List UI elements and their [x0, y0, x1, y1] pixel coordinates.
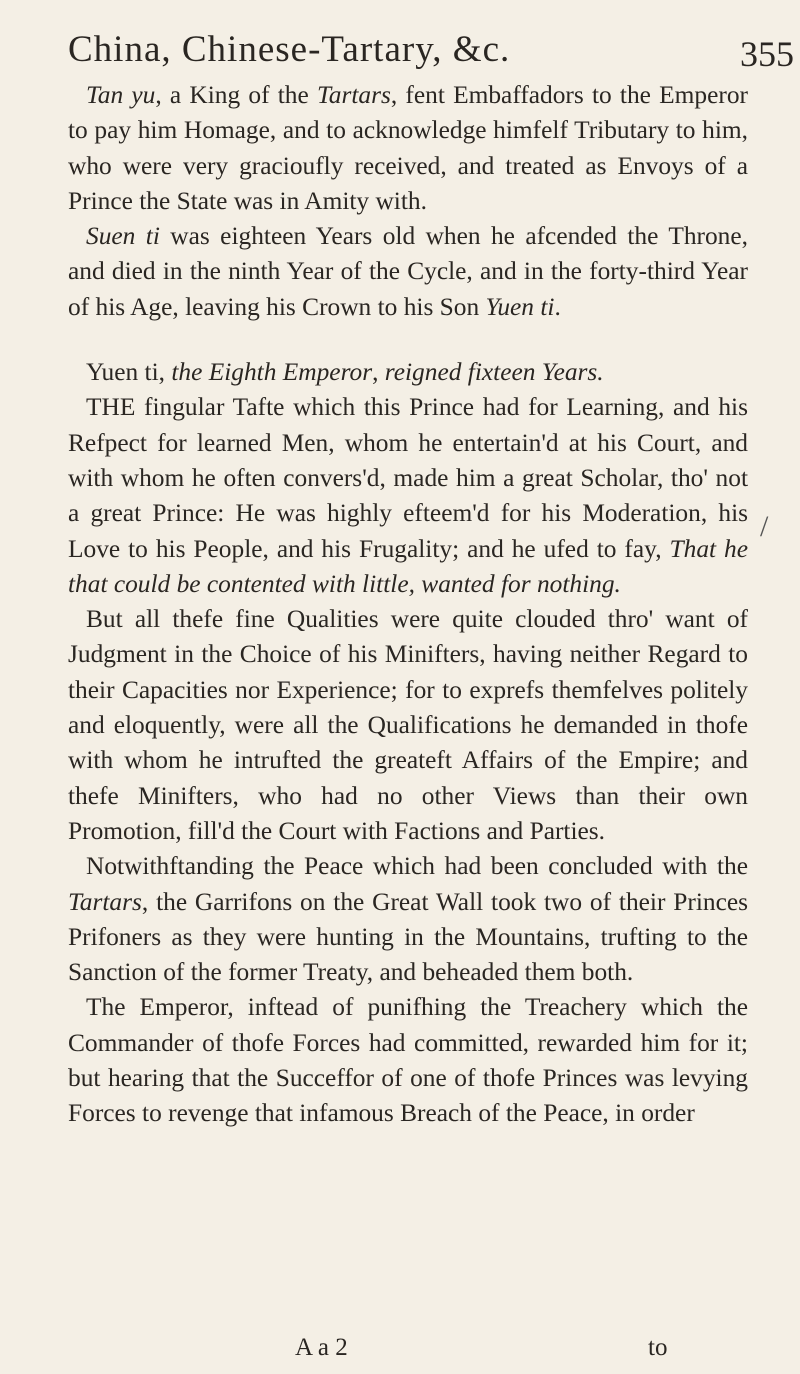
text-run: Yuen ti, — [86, 358, 172, 387]
text-run: , a King of the — [155, 81, 317, 109]
section-heading — [68, 355, 748, 390]
paragraph — [68, 990, 748, 1131]
text-run: , — [372, 358, 385, 387]
text-run: , fent Embaffadors to the Emperor to pay him Homage, and to acknowledge himfelf Tributary to him, who were very gracioufly received, and treated as Envoys of a Prince the State was in Amity with. — [68, 81, 748, 215]
italic-text: Tartars — [316, 81, 391, 109]
paragraph — [68, 78, 748, 219]
margin-mark: / — [760, 510, 769, 543]
running-title: China, Chinese-Tartary, &c. — [68, 29, 511, 70]
italic-text: Tan yu — [86, 81, 156, 109]
italic-text: reigned fixteen Years. — [384, 358, 604, 387]
page-number: 355 — [740, 34, 794, 74]
page-footer — [68, 1334, 748, 1370]
text-run: THE fingular Tafte which this Prince had for Learning, and his Refpect for learned Men, whom he entertain'd at his Court, and with whom he often convers'd, made him a great Scholar, tho' not a great Prince: He was highly efteem'd for his Moderation, his Love to his People, and his Frugality; and he ufed to fay, — [68, 393, 748, 563]
body-text — [68, 78, 748, 1132]
text-run: Notwithftanding the Peace which had been concluded with the — [86, 852, 748, 881]
paragraph — [68, 219, 748, 325]
italic-text: That he that could be contented with little, wanted for nothing. — [68, 534, 748, 598]
italic-text: the Eighth Emperor — [171, 358, 373, 387]
catchword: to — [648, 1334, 668, 1361]
text-run: But all thefe fine Qualities were quite clouded thro' want of Judgment in the Choice of his Minifters, having neither Regard to their Capacities nor Experience; for to exprefs themfelves politely and eloquently, were all the Qualifications he demanded in thofe with whom he intrufted the greateft Affairs of the Empire; and thefe Minifters, who had no other Views than their own Promotion, fill'd the Court with Factions and Parties. — [68, 605, 748, 845]
text-run: . — [554, 292, 561, 321]
paragraph — [68, 849, 748, 990]
paragraph — [68, 602, 748, 849]
italic-text: Yuen ti — [485, 292, 555, 321]
signature-mark: A a 2 — [295, 1334, 348, 1361]
text-run: was eighteen Years old when he afcended the Throne, and died in the ninth Year of the Cycle, and in the forty-third Year of his Age, leaving his Crown to his Son — [68, 222, 748, 321]
paragraph — [68, 390, 748, 602]
italic-text: Tartars — [68, 887, 142, 916]
italic-text: Suen ti — [86, 222, 160, 251]
text-run: , the Garrifons on the Great Wall took two of their Princes Prifoners as they were hunting in the Mountains, trufting to the Sanction of the former Treaty, and beheaded them both. — [68, 887, 748, 987]
text-run: The Emperor, inftead of punifhing the Treachery which the Commander of thofe Forces had committed, rewarded him for it; but hearing that the Succeffor of one of thofe Princes was levying Forces to revenge that infamous Breach of the Peace, in order — [68, 993, 748, 1128]
